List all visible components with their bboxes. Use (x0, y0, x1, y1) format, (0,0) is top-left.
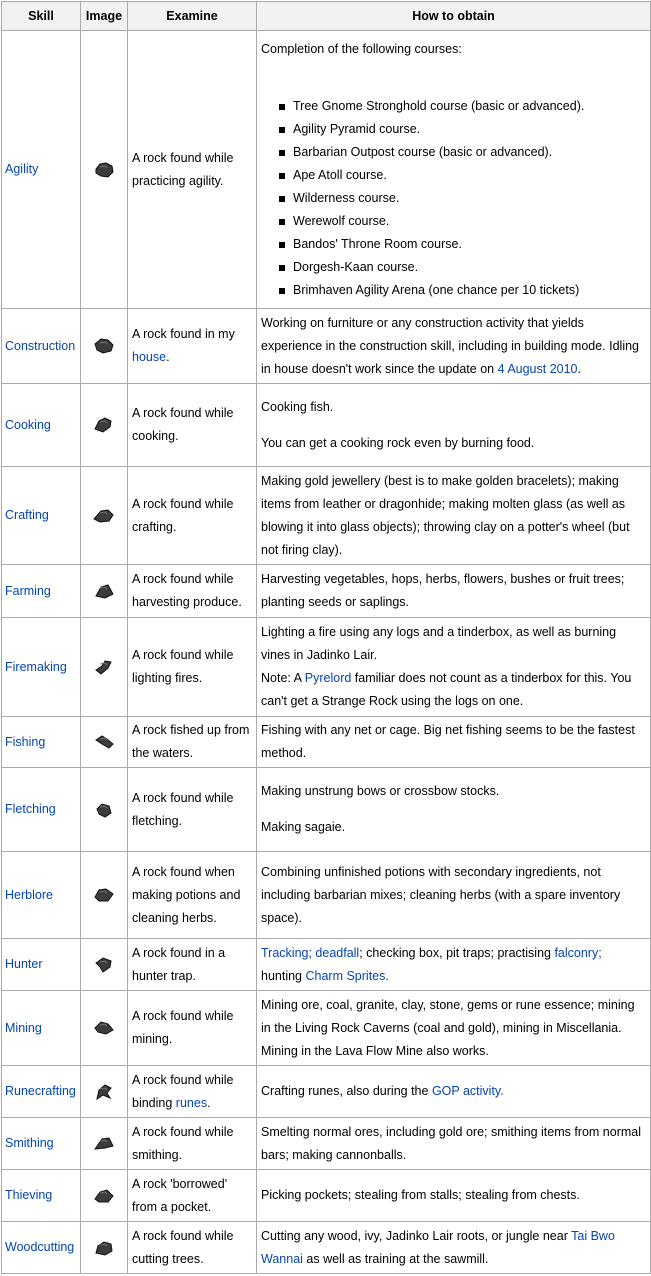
image-cell (81, 565, 128, 618)
strange-rock-table (1, 1, 651, 1274)
skill-link-thieving[interactable]: Thieving (5, 1188, 53, 1202)
obtain-cell (257, 991, 651, 1066)
image-cell (81, 1170, 128, 1222)
image-cell (81, 939, 128, 991)
table-row (2, 384, 651, 467)
text-segment: A rock fished up from the waters. (132, 723, 250, 760)
skill-cell (2, 309, 81, 384)
obtain-paragraph (261, 432, 646, 455)
text-segment: Combining unfinished potions with secondary ingredients, not including barbarian mixes; cleaning herbs (with a spare inventory space). (261, 864, 621, 925)
obtain-cell (257, 618, 651, 717)
course-list (261, 95, 646, 302)
examine-cell (128, 1222, 257, 1274)
obtain-paragraph (261, 470, 646, 562)
strange-rock-icon (93, 732, 115, 752)
obtain-cell (257, 31, 651, 309)
obtain-paragraph (261, 1225, 646, 1271)
image-cell (81, 1222, 128, 1274)
text-segment: A rock found in my (132, 327, 235, 341)
text-segment: A rock found while harvesting produce. (132, 572, 242, 609)
obtain-paragraph (261, 816, 646, 839)
text-segment: Working on furniture or any construction activity that yields experience in the construction skill, including in building mode. Idling in house doesn't work since the update on (261, 315, 639, 376)
list-item: Tree Gnome Stronghold course (basic or advanced). (279, 95, 646, 118)
obtain-cell (257, 1170, 651, 1222)
image-cell (81, 852, 128, 939)
text-segment: familiar does not count as a tinderbox for this. You can't get a Strange Rock using the logs on one. (261, 671, 632, 708)
table-row (2, 1118, 651, 1170)
text-segment: A rock 'borrowed' from a pocket. (132, 1176, 228, 1214)
skill-link-construction[interactable]: Construction (5, 338, 76, 353)
skill-link-hunter[interactable]: Hunter (5, 957, 43, 971)
table-body (2, 31, 651, 1274)
skill-link-smithing[interactable]: Smithing (5, 1136, 54, 1150)
skill-link-fletching[interactable]: Fletching (5, 802, 56, 816)
skill-link-crafting[interactable]: Crafting (5, 508, 49, 522)
image-cell (81, 1118, 128, 1170)
skill-cell (2, 467, 81, 565)
list-item: Ape Atoll course. (279, 164, 646, 187)
obtain-cell (257, 852, 651, 939)
obtain-intro: Completion of the following courses: (261, 41, 462, 56)
table-row (2, 1222, 651, 1274)
examine-cell (128, 1066, 257, 1118)
table-row (2, 309, 651, 384)
text-segment: Picking pockets; stealing from stalls; stealing from chests. (261, 1188, 580, 1202)
image-cell (81, 384, 128, 467)
obtain-cell (257, 467, 651, 565)
text-segment: Making sagaie. (261, 820, 346, 834)
text-segment: A rock found in a hunter trap. (132, 945, 226, 983)
text-segment: hunting (261, 968, 306, 983)
wiki-link[interactable]: GOP activity (431, 1084, 501, 1098)
skill-link-firemaking[interactable]: Firemaking (5, 659, 67, 674)
skill-cell (2, 618, 81, 717)
obtain-cell (257, 309, 651, 384)
wiki-link[interactable]: ; (308, 945, 316, 960)
list-item: Dorgesh-Kaan course. (279, 256, 646, 279)
strange-rock-icon (93, 336, 115, 356)
wiki-link[interactable]: Charm Sprites (305, 968, 386, 983)
skill-link-woodcutting[interactable]: Woodcutting (5, 1240, 75, 1254)
table-row (2, 717, 651, 768)
skill-link-runecrafting[interactable]: Runecrafting (5, 1084, 76, 1098)
wiki-link[interactable]: . (500, 1084, 504, 1098)
header-skill: Skill (2, 2, 81, 31)
obtain-cell (257, 565, 651, 618)
obtain-paragraph (261, 312, 646, 381)
text-segment: . (577, 361, 581, 376)
header-examine: Examine (128, 2, 257, 31)
obtain-paragraph (261, 667, 646, 713)
skill-cell (2, 1222, 81, 1274)
skill-link-agility[interactable]: Agility (5, 162, 39, 176)
examine-cell (128, 991, 257, 1066)
text-segment: A rock found while lighting fires. (132, 648, 234, 685)
obtain-cell (257, 1222, 651, 1274)
strange-rock-icon (93, 800, 115, 820)
text-segment: Note: A (261, 671, 305, 685)
image-cell (81, 717, 128, 768)
strange-rock-icon (93, 657, 115, 677)
text-segment: Crafting runes, also during the (261, 1084, 432, 1098)
text-segment: You can get a cooking rock even by burning food. (261, 435, 535, 450)
list-item: Bandos' Throne Room course. (279, 233, 646, 256)
strange-rock-icon (93, 415, 115, 435)
examine-cell (128, 384, 257, 467)
table-row (2, 1066, 651, 1118)
image-cell (81, 31, 128, 309)
skill-cell (2, 31, 81, 309)
skill-cell (2, 768, 81, 852)
text-segment: A rock found while crafting. (132, 496, 234, 534)
image-cell (81, 991, 128, 1066)
text-segment: Cooking fish. (261, 399, 334, 414)
wiki-link[interactable]: runes (175, 1095, 208, 1110)
obtain-cell (257, 939, 651, 991)
skill-link-mining[interactable]: Mining (5, 1020, 42, 1035)
text-segment: A rock found while binding (132, 1072, 234, 1110)
text-segment: . (207, 1095, 211, 1110)
text-segment: A rock found when making potions and cleaning herbs. (132, 864, 241, 925)
wiki-link[interactable]: falconry (554, 945, 599, 960)
image-cell (81, 768, 128, 852)
obtain-paragraph (261, 621, 646, 667)
wiki-link[interactable]: 4 August 2010 (497, 361, 578, 376)
skill-cell (2, 939, 81, 991)
text-segment: A rock found while smithing. (132, 1124, 234, 1162)
skill-link-farming[interactable]: Farming (5, 583, 51, 598)
strange-rock-icon (93, 581, 115, 601)
skill-cell (2, 1170, 81, 1222)
table-row (2, 1170, 651, 1222)
text-segment: Mining ore, coal, granite, clay, stone, gems or rune essence; mining in the Living Rock Caverns (coal and gold), mining in Miscellania. Mining in the Lava Flow Mine also works. (261, 997, 635, 1058)
obtain-paragraph (261, 942, 646, 988)
obtain-cell (257, 768, 651, 852)
examine-cell (128, 618, 257, 717)
obtain-paragraph (261, 1080, 646, 1103)
text-segment: Cutting any wood, ivy, Jadinko Lair roots, or jungle near (261, 1228, 572, 1243)
examine-cell (128, 565, 257, 618)
text-segment: Lighting a fire using any logs and a tinderbox, as well as burning vines in Jadinko Lair. (261, 625, 617, 662)
text-segment: Fishing with any net or cage. Big net fishing seems to be the fastest method. (261, 723, 635, 760)
text-segment: A rock found while cooking. (132, 406, 234, 443)
examine-cell (128, 768, 257, 852)
text-segment: A rock found while mining. (132, 1009, 234, 1046)
text-segment: Making gold jewellery (best is to make golden bracelets); making items from leather or dragonhide; making molten glass (as well as blowing it into glass objects); throwing clay on a potter's wheel (but not firing clay). (261, 473, 630, 557)
text-segment: Smelting normal ores, including gold ore; smithing items from normal bars; making cannonballs. (261, 1124, 642, 1162)
obtain-paragraph (261, 396, 646, 419)
wiki-link[interactable]: ; (598, 945, 602, 960)
strange-rock-icon (93, 506, 115, 526)
wiki-link[interactable]: Pyrelord (304, 671, 352, 685)
strange-rock-icon (93, 955, 115, 975)
wiki-link[interactable]: deadfall (315, 945, 360, 960)
header-image: Image (81, 2, 128, 31)
skill-cell (2, 991, 81, 1066)
obtain-cell (257, 384, 651, 467)
image-cell (81, 1066, 128, 1118)
text-segment: Harvesting vegetables, hops, herbs, flowers, bushes or fruit trees; planting seeds or saplings. (261, 572, 625, 609)
text-segment: . (166, 350, 170, 364)
examine-cell (128, 467, 257, 565)
skill-link-cooking[interactable]: Cooking (5, 417, 51, 432)
examine-cell (128, 717, 257, 768)
obtain-paragraph (261, 994, 646, 1063)
obtain-paragraph (261, 1184, 646, 1207)
image-cell (81, 309, 128, 384)
list-item: Wilderness course. (279, 187, 646, 210)
examine-cell (128, 31, 257, 309)
examine-cell (128, 939, 257, 991)
strange-rock-icon (93, 1134, 115, 1154)
skill-cell (2, 565, 81, 618)
obtain-cell (257, 1066, 651, 1118)
table-row (2, 31, 651, 309)
strange-rock-icon (93, 1018, 115, 1038)
table-row (2, 565, 651, 618)
obtain-paragraph (261, 719, 646, 765)
table-row (2, 467, 651, 565)
list-item: Agility Pyramid course. (279, 118, 646, 141)
list-item: Werewolf course. (279, 210, 646, 233)
text-segment: as well as training at the sawmill. (302, 1251, 489, 1266)
image-cell (81, 618, 128, 717)
header-obtain: How to obtain (257, 2, 651, 31)
list-item: Barbarian Outpost course (basic or advanced). (279, 141, 646, 164)
wiki-link[interactable]: . (385, 968, 389, 983)
wiki-link[interactable]: house (132, 350, 167, 364)
text-segment: A rock found while practicing agility. (132, 150, 234, 188)
image-cell (81, 467, 128, 565)
table-row (2, 618, 651, 717)
strange-rock-icon (93, 1238, 115, 1258)
obtain-paragraph (261, 568, 646, 614)
text-segment: ; checking box, pit traps; practising (359, 945, 555, 960)
obtain-paragraph (261, 1121, 646, 1167)
skill-cell (2, 717, 81, 768)
obtain-cell (257, 1118, 651, 1170)
text-segment: A rock found while cutting trees. (132, 1228, 234, 1266)
skill-link-herblore[interactable]: Herblore (5, 887, 53, 902)
table-row (2, 939, 651, 991)
strange-rock-icon (93, 885, 115, 905)
obtain-cell (257, 717, 651, 768)
strange-rock-icon (93, 1082, 115, 1102)
examine-cell (128, 1170, 257, 1222)
skill-cell (2, 1066, 81, 1118)
obtain-paragraph (261, 780, 646, 803)
examine-cell (128, 852, 257, 939)
examine-cell (128, 309, 257, 384)
strange-rock-icon (93, 1186, 115, 1206)
table-row (2, 852, 651, 939)
table-row (2, 991, 651, 1066)
strange-rock-icon (93, 160, 115, 180)
table-header-row (2, 2, 651, 31)
text-segment: A rock found while fletching. (132, 790, 234, 828)
skill-cell (2, 384, 81, 467)
list-item: Brimhaven Agility Arena (one chance per 10 tickets) (279, 279, 646, 302)
obtain-paragraph (261, 861, 646, 930)
skill-cell (2, 1118, 81, 1170)
skill-link-fishing[interactable]: Fishing (5, 734, 46, 749)
examine-cell (128, 1118, 257, 1170)
wiki-link[interactable]: Tai Bwo Wannai (261, 1228, 615, 1266)
text-segment: Making unstrung bows or crossbow stocks. (261, 784, 500, 798)
skill-cell (2, 852, 81, 939)
table-row (2, 768, 651, 852)
wiki-link[interactable]: Tracking (261, 945, 309, 960)
